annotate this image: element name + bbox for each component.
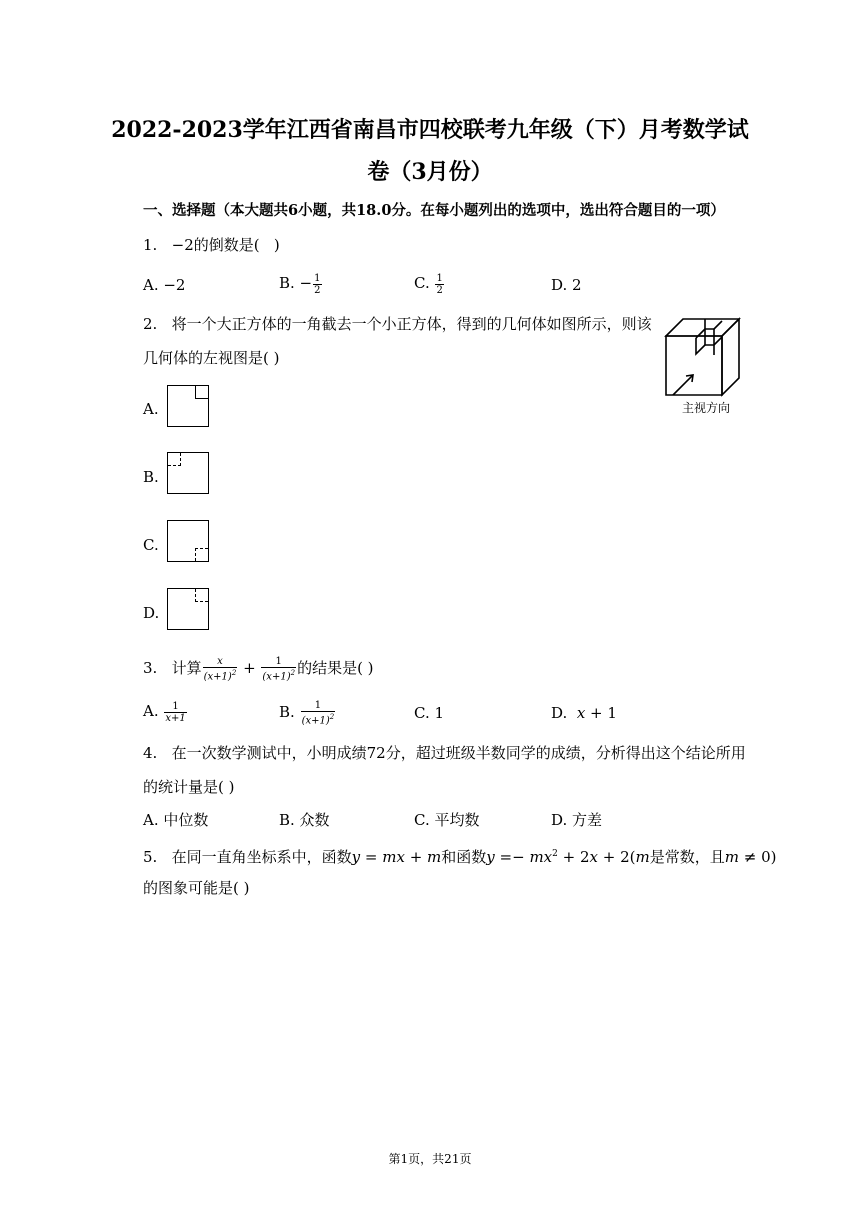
document-title-line1: 2022-2023学年江西省南昌市四校联考九年级（下）月考数学试 — [111, 117, 749, 143]
q3-text-prefix: 计算 — [171, 659, 202, 678]
q4-option-d[interactable]: D. 方差 — [551, 811, 603, 829]
q5-stem-line1: 5. 在同一直角坐标系中，函数y = mx + m和函数$y =- mx^2 + 2x + 2(m$是常数，且m ≠ 0) — [143, 848, 777, 866]
q3-option-a-label: A. — [143, 702, 159, 720]
q1-option-c-label: C. — [414, 274, 435, 292]
cube-figure-drawing — [662, 313, 752, 417]
q4-option-b[interactable]: B. 众数 — [279, 811, 330, 829]
document-title-line2: 卷（3月份） — [367, 159, 493, 185]
q3-option-a[interactable]: A. $\frac{1}{x+1}$ — [143, 700, 186, 724]
q2-option-a-figure — [167, 385, 209, 427]
q2-option-c[interactable]: C. — [143, 536, 159, 554]
q3-option-d-label: D. — [551, 704, 568, 722]
q2-option-c-figure — [167, 520, 209, 562]
q4-stem-line2: 的统计量是( ) — [143, 778, 235, 796]
q2-option-b-figure — [167, 452, 209, 494]
q5-number: 5. — [143, 848, 158, 866]
section-heading: 一、选择题（本大题共6小题，共18.0分。在每小题列出的选项中，选出符合题目的一项） — [143, 202, 725, 219]
q5-stem-line2: 的图象可能是( ) — [143, 879, 250, 897]
q3-option-c[interactable]: C. 1 — [414, 704, 445, 722]
q1-option-c[interactable]: C. $\frac{1}{2}$ — [414, 272, 443, 296]
q1-option-b-label: B. − — [279, 274, 313, 292]
q1-number: 1. — [143, 236, 158, 254]
cube-figure — [662, 313, 752, 421]
q1-option-a[interactable]: A. −2 — [143, 276, 186, 294]
q4-number: 4. — [143, 744, 158, 762]
q4-text: 在一次数学测试中，小明成绩72分，超过班级半数同学的成绩，分析得出这个结论所用 — [171, 744, 746, 762]
q2-option-d-figure — [167, 588, 209, 630]
q2-option-d[interactable]: D. — [143, 604, 160, 622]
q1-stem — [143, 234, 280, 256]
figure-direction-label: 主视方向 — [681, 401, 731, 415]
q2-option-b[interactable]: B. — [143, 468, 159, 486]
q3-option-b[interactable]: B. $\frac{1}{(x+1)^2}$ — [279, 700, 335, 727]
q4-option-c[interactable]: C. 平均数 — [414, 811, 480, 829]
q1-option-b[interactable]: B. − $\frac{1}{2}$ — [279, 272, 321, 296]
q1-text-close: ) — [273, 236, 280, 254]
q2-number: 2. — [143, 315, 158, 333]
q5-text: 在同一直角坐标系中，函数 — [171, 848, 352, 866]
page-footer: 第1页，共21页 — [388, 1152, 472, 1166]
q2-stem-line1 — [143, 313, 652, 335]
q3-option-b-label: B. — [279, 703, 295, 722]
q1-option-d[interactable]: D. 2 — [551, 276, 582, 294]
q2-option-a[interactable]: A. — [143, 400, 159, 418]
q1-text: −2的倒数是( — [171, 236, 260, 254]
q3-stem: 3. 计算 $\frac{x}{(x+1)^2}$ + $\frac{1}{(x+1)^2}$ 的结果是( ) — [143, 656, 374, 683]
q3-number: 3. — [143, 659, 158, 678]
q2-text: 将一个大正方体的一角截去一个小正方体，得到的几何体如图所示，则该 — [171, 315, 652, 333]
q4-stem-line1 — [143, 742, 746, 764]
q3-option-d[interactable]: D. x + 1 — [551, 704, 617, 722]
q2-stem-line2: 几何体的左视图是( ) — [143, 349, 280, 367]
q3-text-suffix: 的结果是( ) — [297, 659, 374, 678]
q4-option-a[interactable]: A. 中位数 — [143, 811, 209, 829]
